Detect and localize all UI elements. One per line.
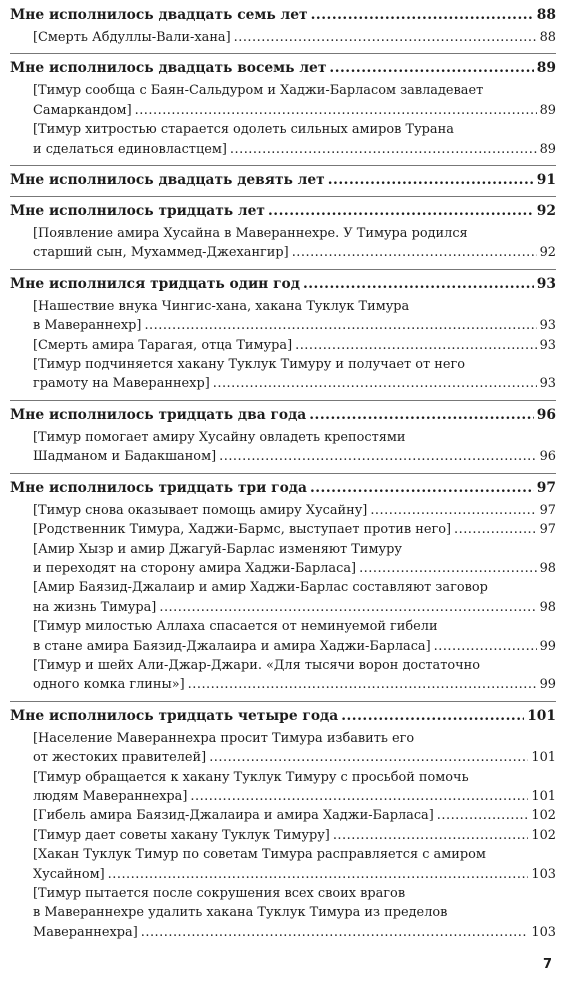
chapter-title: Мне исполнилось двадцать семь лет <box>10 7 308 23</box>
toc-section <box>10 196 556 263</box>
page-ref: 103 <box>531 924 556 940</box>
entry-text: от жестоких правителей] <box>33 750 207 766</box>
toc-chapter-heading[interactable] <box>10 707 556 726</box>
dot-leader <box>141 923 529 942</box>
toc-entry[interactable] <box>10 520 556 539</box>
entry-text: [Тимур милостью Аллаха спасается от неминуемой гибели <box>33 619 438 635</box>
dot-leader <box>268 202 534 221</box>
toc-entry[interactable] <box>10 923 556 942</box>
toc-entry-line <box>10 845 556 864</box>
dot-leader <box>135 101 537 120</box>
toc-entry-line <box>10 428 556 447</box>
page-ref: 98 <box>539 560 556 576</box>
dot-leader <box>341 707 524 726</box>
toc-entry-line <box>10 81 556 100</box>
entry-text: в стане амира Баязид-Джалаира и амира Хаджи-Барласа] <box>33 638 431 654</box>
entry-text: в Мавераннехр] <box>33 318 142 334</box>
entry-text: и переходят на сторону амира Хаджи-Барласа] <box>33 560 357 576</box>
entry-text: [Родственник Тимура, Хаджи-Бармс, выступает против него] <box>33 522 451 538</box>
toc-entry[interactable] <box>10 787 556 806</box>
page-ref: 97 <box>539 502 556 518</box>
toc-entry[interactable] <box>10 336 556 355</box>
dot-leader <box>310 479 534 498</box>
page-ref: 89 <box>536 60 556 77</box>
toc-entry-line <box>10 768 556 787</box>
dot-leader <box>370 501 536 520</box>
entry-text: в Мавераннехре удалить хакана Туклук Тимура из пределов <box>33 905 448 921</box>
page-ref: 103 <box>531 866 556 882</box>
dot-leader <box>230 140 537 159</box>
toc-entry[interactable] <box>10 101 556 120</box>
toc-entry-line <box>10 120 556 139</box>
entry-text: [Тимур сообща с Баян-Сальдуром и Хаджи-Барласом завладевает <box>33 83 484 99</box>
toc-entry-line <box>10 617 556 636</box>
chapter-title: Мне исполнилось тридцать лет <box>10 203 265 220</box>
toc-entry[interactable] <box>10 501 556 520</box>
toc-entry[interactable] <box>10 28 556 47</box>
page-ref: 98 <box>539 599 556 615</box>
entry-text: [Тимур пытается после сокрушения всех своих врагов <box>33 886 406 901</box>
dot-leader <box>219 447 536 466</box>
entry-text: [Хакан Туклук Тимур по советам Тимура расправляется с амиром <box>33 847 486 863</box>
toc-entry[interactable] <box>10 598 556 617</box>
toc-entry-line <box>10 578 556 597</box>
page-ref: 102 <box>531 808 556 824</box>
page-ref: 93 <box>536 275 556 292</box>
entry-text: Шадманом и Бадакшаном] <box>33 449 217 465</box>
toc-chapter-heading[interactable] <box>10 59 556 78</box>
entry-text: [Появление амира Хусайна в Мавераннехре. У Тимура родился <box>33 226 468 242</box>
dot-leader <box>188 675 537 694</box>
entry-text: [Тимур и шейх Али-Джар-Джари. «Для тысячи ворон достаточно <box>33 657 480 673</box>
toc-entry-line <box>10 355 556 374</box>
page-ref: 88 <box>539 30 556 45</box>
toc-entry[interactable] <box>10 243 556 262</box>
toc-entry[interactable] <box>10 637 556 656</box>
dot-leader <box>295 336 536 355</box>
chapter-title: Мне исполнился тридцать один год <box>10 275 300 292</box>
toc-entry[interactable] <box>10 316 556 335</box>
entry-text: Самаркандом] <box>33 102 132 118</box>
entry-text: [Тимур обращается к хакану Туклук Тимуру с просьбой помочь <box>33 769 469 785</box>
entry-text: [Амир Баязид-Джалаир и амир Хаджи-Барлас составляют заговор <box>33 580 488 596</box>
toc-chapter-heading[interactable] <box>10 202 556 221</box>
entry-text: [Тимур подчиняется хакану Туклук Тимуру и получает от него <box>33 357 465 373</box>
entry-text: [Гибель амира Баязид-Джалаира и амира Хаджи-Барласа] <box>33 808 434 824</box>
table-of-contents <box>10 4 556 948</box>
dot-leader <box>213 374 537 393</box>
page-ref: 101 <box>527 707 556 724</box>
entry-text: [Амир Хызр и амир Джагуй-Барлас изменяют Тимуру <box>33 541 402 557</box>
entry-text: [Население Мавераннехра просит Тимура избавить его <box>33 730 415 746</box>
toc-entry[interactable] <box>10 559 556 578</box>
toc-chapter-heading[interactable] <box>10 479 556 498</box>
toc-entry[interactable] <box>10 826 556 845</box>
entry-text: грамоту на Мавераннехр] <box>33 376 210 392</box>
page-ref: 101 <box>531 788 556 804</box>
toc-section <box>10 701 556 942</box>
toc-section <box>10 473 556 695</box>
toc-entry-line <box>10 884 556 903</box>
page-ref: 93 <box>539 376 556 392</box>
toc-chapter-heading[interactable] <box>10 275 556 294</box>
entry-text: Хусайном] <box>33 866 105 882</box>
toc-entry-line <box>10 297 556 316</box>
entry-text: [Тимур хитростью старается одолеть сильных амиров Турана <box>33 122 454 138</box>
dot-leader <box>333 826 529 845</box>
dot-leader <box>309 406 534 425</box>
dot-leader <box>159 598 536 617</box>
toc-entry[interactable] <box>10 140 556 159</box>
dot-leader <box>329 59 533 78</box>
toc-entry-line <box>10 729 556 748</box>
toc-section <box>10 4 556 47</box>
page-ref: 96 <box>536 406 556 423</box>
toc-entry-line <box>10 540 556 559</box>
toc-entry[interactable] <box>10 675 556 694</box>
toc-entry[interactable] <box>10 865 556 884</box>
entry-text: [Нашествие внука Чингис-хана, хакана Туклук Тимура <box>33 298 410 314</box>
page-ref: 99 <box>539 638 556 654</box>
page-ref: 99 <box>539 677 556 693</box>
chapter-title: Мне исполнилось тридцать два года <box>10 406 307 423</box>
toc-chapter-heading[interactable] <box>10 171 556 190</box>
page-ref: 88 <box>536 7 556 23</box>
page-ref: 92 <box>536 203 556 220</box>
page-ref: 91 <box>536 172 556 189</box>
entry-text: старший сын, Мухаммед-Джехангир] <box>33 245 289 261</box>
page-ref: 96 <box>539 449 556 465</box>
entry-text: [Тимур снова оказывает помощь амиру Хусайну] <box>33 502 368 518</box>
entry-text: и сделаться единовластцем] <box>33 141 227 157</box>
toc-chapter-heading[interactable] <box>10 406 556 425</box>
page-ref: 97 <box>539 522 556 538</box>
dot-leader <box>328 171 534 190</box>
toc-entry[interactable] <box>10 806 556 825</box>
entry-text: [Тимур дает советы хакану Туклук Тимуру] <box>33 827 330 843</box>
dot-leader <box>437 806 529 825</box>
dot-leader <box>108 865 529 884</box>
page-ref: 93 <box>539 337 556 353</box>
dot-leader <box>190 787 528 806</box>
page-ref: 89 <box>539 141 556 157</box>
dot-leader <box>311 6 534 25</box>
page-ref: 102 <box>531 827 556 843</box>
page-ref: 89 <box>539 102 556 118</box>
toc-entry-line <box>10 656 556 675</box>
chapter-title: Мне исполнилось тридцать четыре года <box>10 707 339 724</box>
chapter-title: Мне исполнилось двадцать восемь лет <box>10 60 327 77</box>
chapter-title: Мне исполнилось тридцать три года <box>10 479 307 496</box>
page-ref: 93 <box>539 318 556 334</box>
dot-leader <box>292 243 537 262</box>
page-ref: 92 <box>539 245 556 261</box>
entry-text: людям Мавераннехра] <box>33 788 188 804</box>
entry-text: [Смерть амира Тарагая, отца Тимура] <box>33 337 293 353</box>
dot-leader <box>359 559 537 578</box>
toc-entry-line <box>10 224 556 243</box>
page-number: 7 <box>542 957 552 972</box>
page-ref: 97 <box>536 479 556 496</box>
toc-section <box>10 53 556 159</box>
chapter-title: Мне исполнилось двадцать девять лет <box>10 172 325 189</box>
page-ref: 101 <box>531 750 556 766</box>
toc-entry[interactable] <box>10 374 556 393</box>
entry-text: [Смерть Абдуллы-Вали-хана] <box>33 30 231 45</box>
toc-entry[interactable] <box>10 447 556 466</box>
toc-chapter-heading[interactable] <box>10 6 556 25</box>
dot-leader <box>434 637 537 656</box>
entry-text: одного комка глины»] <box>33 677 185 693</box>
toc-section <box>10 400 556 467</box>
entry-text: на жизнь Тимура] <box>33 599 157 615</box>
dot-leader <box>209 748 528 767</box>
toc-section <box>10 165 556 190</box>
dot-leader <box>303 275 534 294</box>
dot-leader <box>454 520 537 539</box>
toc-entry-line <box>10 903 556 922</box>
entry-text: Мавераннехра] <box>33 924 138 940</box>
dot-leader <box>144 316 536 335</box>
entry-text: [Тимур помогает амиру Хусайну овладеть крепостями <box>33 429 406 445</box>
toc-entry[interactable] <box>10 748 556 767</box>
toc-section <box>10 269 556 394</box>
dot-leader <box>234 28 537 47</box>
